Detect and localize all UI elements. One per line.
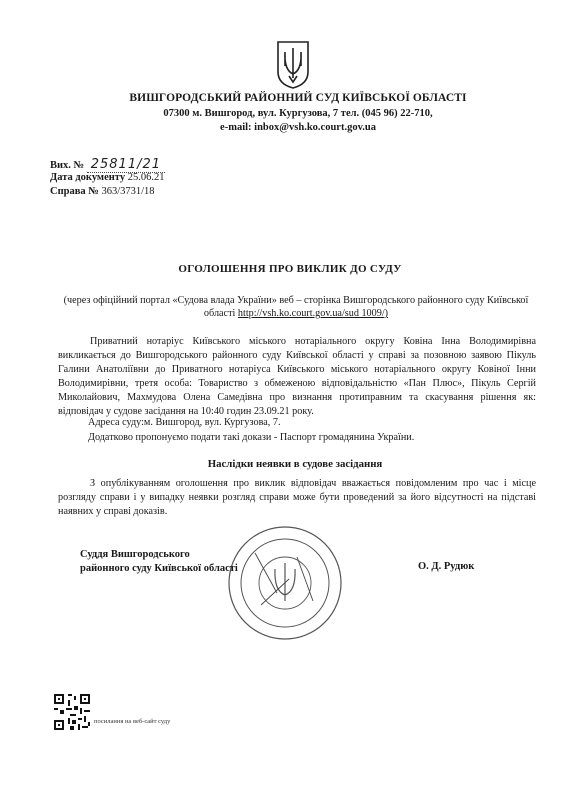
outgoing-number-label: Вих. № [50, 160, 85, 171]
notice-subtitle [56, 294, 536, 320]
document-date-value: 25.06.21 [127, 172, 165, 183]
qr-caption: посилання на веб-сайт суду [94, 718, 171, 725]
judge-title [80, 548, 238, 576]
consequences-body [58, 477, 536, 519]
qr-code-icon[interactable] [52, 692, 92, 732]
outgoing-number-value: 25811/21 [87, 157, 165, 173]
court-email: e-mail: inbox@vsh.ko.court.gov.ua [220, 122, 376, 133]
consequences-text: З опублікуванням оголошення про виклик відповідач вважається повідомленим про час і місце розгляду справи і у випадку неявки розгляд справи може бути проведений за його відсутності на підставі наявних у справі доказів. [58, 478, 536, 517]
trident-emblem-icon [275, 40, 311, 90]
subtitle-text: (через офіційний портал «Судова влада України» веб – сторінка Вишгородського районного суду Київської області [63, 295, 529, 319]
consequences-title: Наслідки неявки в судове засідання [207, 458, 383, 470]
document-date-label: Дата документу [50, 172, 126, 183]
notice-body-text: Приватний нотаріус Київського міського нотаріального округу Ковіна Інна Володимирівна викликається до Вишгородського районного суду Київської області у справі за позовною заявою Пікуль Галини Анатоліївни до Приватного нотаріуса Київського міського нотаріального округу Ковіної Інни Володимирівни, третя особа: Товариство з обмеженою відповідальністю «Пан Плюс», Пікуль Сергій Миколайович, Махмудова Олена Самедівна про визнання протиправним та скасування рішення як: відповідач у судове засідання на 10:40 годин 23.09.21 року. [58, 336, 536, 417]
document-date-line [50, 172, 164, 183]
court-seal-stamp [225, 523, 345, 643]
judge-title-line-2: районного суду Київської області [80, 563, 238, 574]
case-number-label: Справа № [50, 186, 99, 197]
court-website-link[interactable]: http://vsh.ko.court.gov.ua/sud 1009/) [237, 308, 389, 319]
case-number-value: 363/3731/18 [101, 186, 155, 197]
court-address-line: Адреса суду:м. Вишгород, вул. Кургузова, 7. [88, 417, 281, 428]
case-number-line [50, 186, 155, 197]
outgoing-number-line [50, 157, 165, 172]
court-address: 07300 м. Вишгород, вул. Кургузова, 7 тел. (045 96) 22-710, [163, 108, 433, 119]
notice-title: ОГОЛОШЕННЯ ПРО ВИКЛИК ДО СУДУ [178, 263, 402, 275]
notice-body [58, 335, 536, 419]
court-name: ВИШГОРОДСЬКИЙ РАЙОННИЙ СУД КИЇВСЬКОЇ ОБЛАСТІ [129, 92, 467, 104]
evidence-line: Додатково пропонуємо подати такі докази - Паспорт громадянина України. [88, 432, 415, 443]
judge-name: О. Д. Рудюк [418, 561, 475, 572]
judge-title-line-1: Суддя Вишгородського [80, 549, 190, 560]
